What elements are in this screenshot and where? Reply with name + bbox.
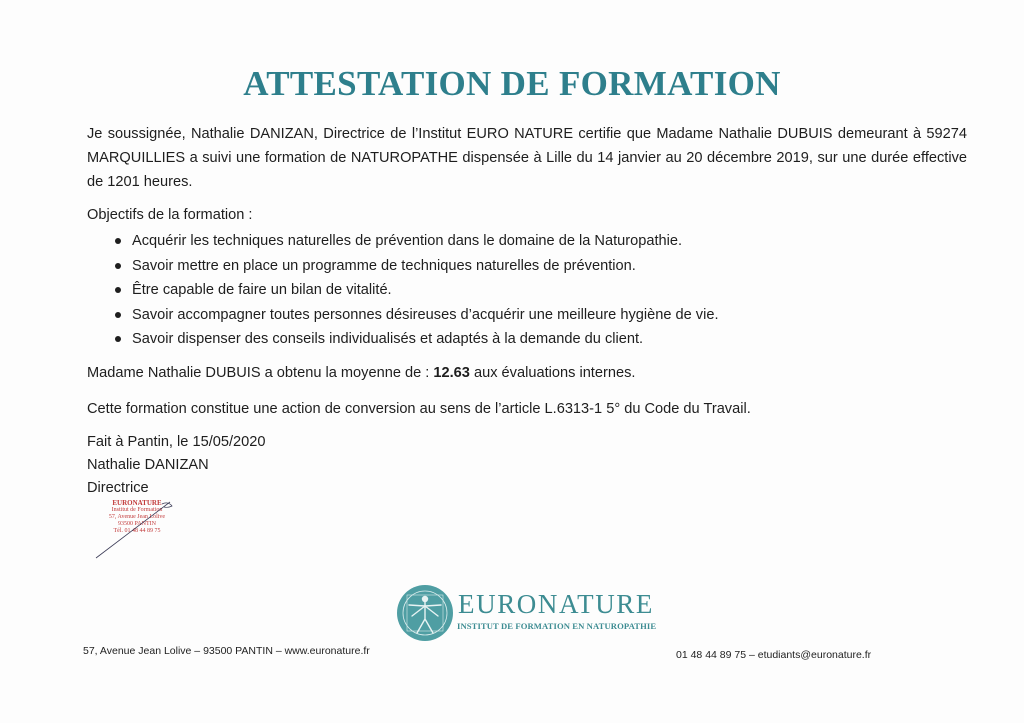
- objective-item: Acquérir les techniques naturelles de prévention dans le domaine de la Naturopathie.: [112, 229, 719, 254]
- average-prefix: Madame Nathalie DUBUIS a obtenu la moyenne de :: [87, 365, 434, 381]
- signature-name: Nathalie DANIZAN: [87, 457, 209, 473]
- stamp-line: Tél. 01 48 44 89 75: [113, 528, 161, 534]
- footer-contact: 01 48 44 89 75 – etudiants@euronature.fr: [676, 649, 872, 661]
- average-suffix: aux évaluations internes.: [469, 365, 636, 381]
- institution-stamp: [92, 500, 182, 562]
- stamp-line: EURONATURE: [112, 499, 162, 507]
- objective-item: Savoir dispenser des conseils individualisés et adaptés à la demande du client.: [112, 327, 719, 352]
- stamp-line: 57, Avenue Jean Lolive: [108, 514, 166, 520]
- objectives-heading: Objectifs de la formation :: [87, 207, 253, 223]
- signature-place-date: Fait à Pantin, le 15/05/2020: [87, 434, 266, 450]
- signature-scribble-icon: [92, 500, 182, 562]
- average-value: 12.63: [433, 365, 470, 381]
- signature-block: [87, 431, 967, 500]
- logo-subtitle: INSTITUT DE FORMATION EN NATUROPATHIE: [457, 621, 657, 631]
- objective-item: Savoir mettre en place un programme de techniques naturelles de prévention.: [112, 254, 719, 279]
- objective-item: Être capable de faire un bilan de vitalité.: [112, 278, 719, 303]
- logo-name: EURONATURE: [458, 589, 654, 619]
- signature-role: Directrice: [87, 480, 149, 496]
- euronature-logo: [395, 583, 675, 645]
- stamp-line: Institut de Formation: [111, 507, 163, 513]
- vitruvian-man-icon: [395, 583, 455, 643]
- objectives-list: [112, 229, 719, 352]
- document-title: ATTESTATION DE FORMATION: [243, 64, 781, 103]
- intro-paragraph: Je soussignée, Nathalie DANIZAN, Directrice de l’Institut EURO NATURE certifie que Madame Nathalie DUBUIS demeurant à 59274 MARQUILLIES a suivi une formation de NATUROPATHE dispensée à Lille du 14 janvier au 20 décembre 2019, sur une durée effective de 1201 heures.: [87, 126, 967, 190]
- conversion-statement: Cette formation constitue une action de conversion au sens de l’article L.6313-1 5° du Code du Travail.: [87, 401, 751, 417]
- stamp-line: 93500 PANTIN: [118, 521, 156, 527]
- objective-item: Savoir accompagner toutes personnes désireuses d’acquérir une meilleure hygiène de vie.: [112, 303, 719, 328]
- footer-address: 57, Avenue Jean Lolive – 93500 PANTIN – www.euronature.fr: [83, 645, 370, 657]
- average-statement: [87, 361, 967, 385]
